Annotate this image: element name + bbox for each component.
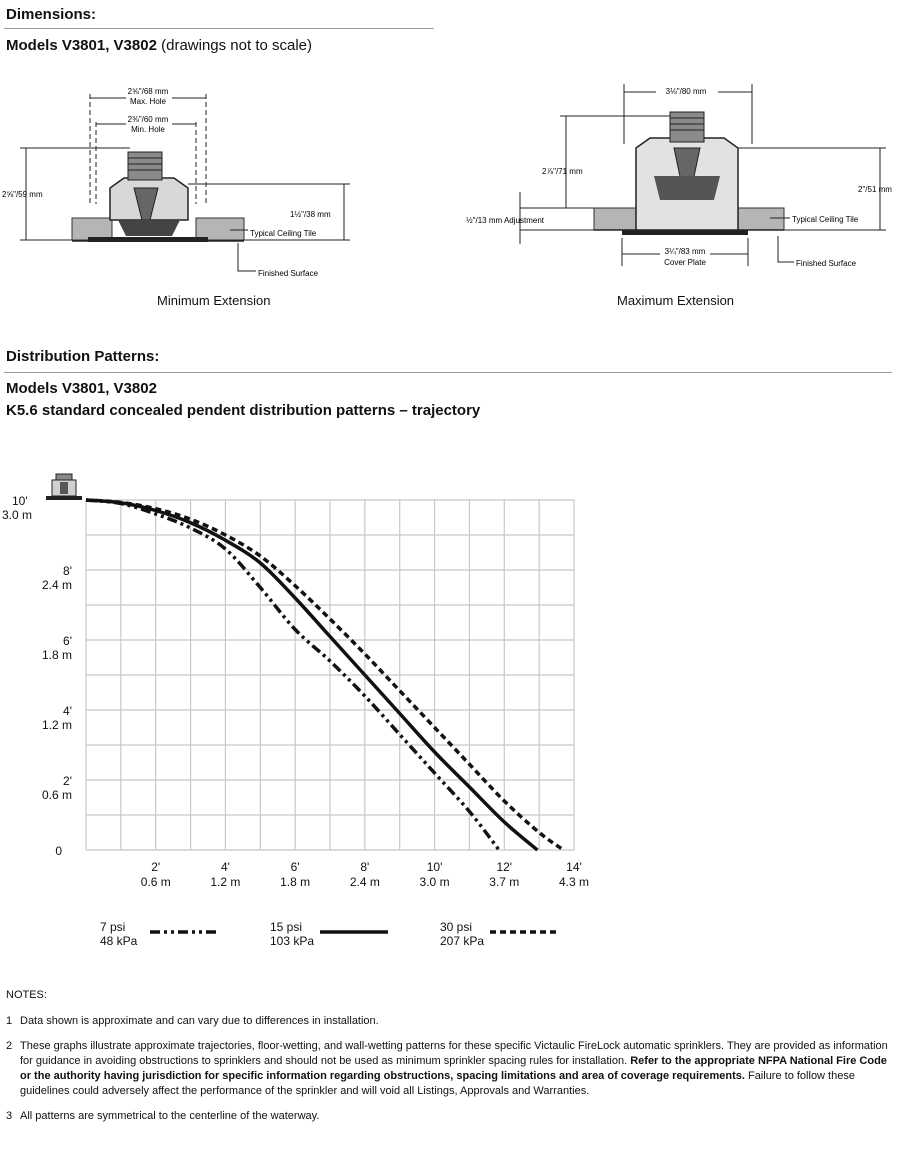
y-tick-feet: 4' bbox=[63, 704, 72, 718]
min-min-hole-sub: Min. Hole bbox=[131, 125, 165, 134]
maximum-extension-drawing bbox=[460, 80, 900, 285]
notes-section bbox=[6, 988, 892, 1134]
max-tile-label: Typical Ceiling Tile bbox=[792, 215, 859, 224]
note-text-bold: Refer to the appropriate NFPA National Fire Code or the authority having jurisdiction for specific information regarding obstructions, spacing limitations and area of coverage requirements. bbox=[20, 1055, 887, 1082]
notes-header: NOTES: bbox=[6, 989, 47, 1001]
legend-item bbox=[100, 920, 137, 948]
legend-swatch bbox=[490, 927, 560, 937]
sprinkler-head-icon bbox=[46, 474, 82, 500]
note-text-part: Failure to follow these guidelines could adversely affect the performance of the sprinkler and will void all Listings, Approvals and Warranties. bbox=[20, 1070, 855, 1097]
y-tick-meters: 1.2 m bbox=[41, 718, 72, 732]
dimensions-rule bbox=[4, 28, 434, 29]
dimensions-title bbox=[6, 37, 312, 54]
y-tick-meters: 3.0 m bbox=[2, 508, 33, 522]
dimensions-heading: Dimensions: bbox=[6, 6, 97, 23]
note-number: 1 bbox=[6, 1015, 13, 1027]
x-tick-label bbox=[205, 860, 245, 890]
y-tick-label bbox=[2, 494, 36, 522]
distribution-rule bbox=[4, 372, 892, 373]
minimum-extension-drawing bbox=[0, 80, 440, 285]
min-max-hole-label: 2⅝"/68 mm bbox=[127, 87, 169, 96]
maximum-extension-caption: Maximum Extension bbox=[617, 293, 735, 308]
note-text bbox=[20, 1039, 892, 1099]
legend-swatch bbox=[150, 927, 220, 937]
min-tile-label: Typical Ceiling Tile bbox=[250, 229, 317, 238]
x-tick-label bbox=[484, 860, 524, 890]
x-tick-feet: 14' bbox=[566, 860, 582, 874]
max-surface-label: Finished Surface bbox=[796, 259, 857, 268]
distribution-heading: Distribution Patterns: bbox=[6, 348, 160, 365]
min-min-hole-label: 2⅜"/60 mm bbox=[127, 115, 169, 124]
x-tick-label bbox=[136, 860, 176, 890]
x-tick-label bbox=[415, 860, 455, 890]
y-tick-meters: 0.6 m bbox=[41, 788, 72, 802]
x-tick-meters: 3.0 m bbox=[419, 875, 450, 889]
x-tick-feet: 6' bbox=[290, 860, 300, 874]
distribution-title: Models V3801, V3802 bbox=[6, 380, 157, 397]
x-tick-label bbox=[275, 860, 315, 890]
x-tick-feet: 8' bbox=[360, 860, 370, 874]
y-tick-label bbox=[2, 634, 72, 662]
dimensions-title-note: (drawings not to scale) bbox=[161, 37, 313, 54]
note-text-part: These graphs illustrate approximate trajectories, floor-wetting, and wall-wetting patterns for these specific Victaulic FireLock automatic sprinklers. They are provided as information for guidance in avoiding obstructions to sprinklers and should not be used as minimum sprinkler spacing rules for installation. bbox=[20, 1040, 888, 1067]
note-text: All patterns are symmetrical to the centerline of the waterway. bbox=[20, 1110, 320, 1122]
y-tick-label bbox=[2, 564, 72, 592]
x-tick-meters: 1.2 m bbox=[210, 875, 241, 889]
max-height-label: 2⅞"/71 mm bbox=[542, 167, 583, 176]
minimum-extension-caption: Minimum Extension bbox=[157, 293, 271, 308]
note-item bbox=[6, 1039, 892, 1099]
legend-label: 7 psi bbox=[100, 920, 126, 934]
x-tick-meters: 4.3 m bbox=[558, 875, 589, 889]
legend-item bbox=[440, 920, 484, 948]
x-tick-label bbox=[554, 860, 594, 890]
note-item bbox=[6, 1109, 892, 1124]
x-tick-feet: 4' bbox=[220, 860, 230, 874]
x-tick-meters: 1.8 m bbox=[280, 875, 311, 889]
x-tick-feet: 10' bbox=[426, 860, 443, 874]
trajectory-chart bbox=[0, 460, 600, 870]
x-tick-feet: 12' bbox=[496, 860, 513, 874]
note-number: 3 bbox=[6, 1110, 13, 1122]
max-cover-label: 3¼"/83 mm bbox=[664, 247, 706, 256]
note-item bbox=[6, 1014, 892, 1029]
max-depth-label: 2"/51 mm bbox=[858, 185, 892, 194]
max-width-label: 3⅛"/80 mm bbox=[665, 87, 707, 96]
y-tick-label bbox=[2, 774, 72, 802]
y-tick-feet: 8' bbox=[63, 564, 72, 578]
legend-item bbox=[270, 920, 314, 948]
min-height-label: 2⅝"/59 mm bbox=[2, 190, 43, 199]
x-tick-feet: 2' bbox=[151, 860, 161, 874]
x-tick-meters: 2.4 m bbox=[349, 875, 380, 889]
y-tick-feet: 2' bbox=[63, 774, 72, 788]
x-tick-label bbox=[345, 860, 385, 890]
y-tick-meters: 2.4 m bbox=[41, 578, 72, 592]
y-tick-feet: 6' bbox=[63, 634, 72, 648]
y-tick-meters: 1.8 m bbox=[41, 648, 72, 662]
min-surface-label: Finished Surface bbox=[258, 269, 319, 278]
legend-label: 30 psi bbox=[440, 920, 473, 934]
min-depth-label: 1½"/38 mm bbox=[290, 210, 331, 219]
legend-swatch bbox=[320, 927, 390, 937]
legend-sublabel: 207 kPa bbox=[440, 934, 485, 948]
note-number: 2 bbox=[6, 1040, 13, 1052]
legend-label: 15 psi bbox=[270, 920, 303, 934]
legend-sublabel: 48 kPa bbox=[100, 934, 138, 948]
distribution-subtitle: K5.6 standard concealed pendent distribution patterns – trajectory bbox=[6, 402, 481, 419]
max-cover-sub: Cover Plate bbox=[664, 258, 706, 267]
y-tick-label bbox=[2, 704, 72, 732]
note-text: Data shown is approximate and can vary due to differences in installation. bbox=[20, 1015, 379, 1027]
max-adjust-label: ½"/13 mm Adjustment bbox=[466, 216, 544, 225]
min-max-hole-sub: Max. Hole bbox=[129, 97, 167, 106]
legend-sublabel: 103 kPa bbox=[270, 934, 315, 948]
y-tick-label: 0 bbox=[55, 844, 62, 858]
x-tick-meters: 3.7 m bbox=[489, 875, 520, 889]
x-tick-meters: 0.6 m bbox=[140, 875, 171, 889]
y-tick-feet: 10' bbox=[12, 494, 28, 508]
dimensions-title-models: Models V3801, V3802 bbox=[6, 37, 157, 54]
chart-grid bbox=[86, 500, 574, 850]
